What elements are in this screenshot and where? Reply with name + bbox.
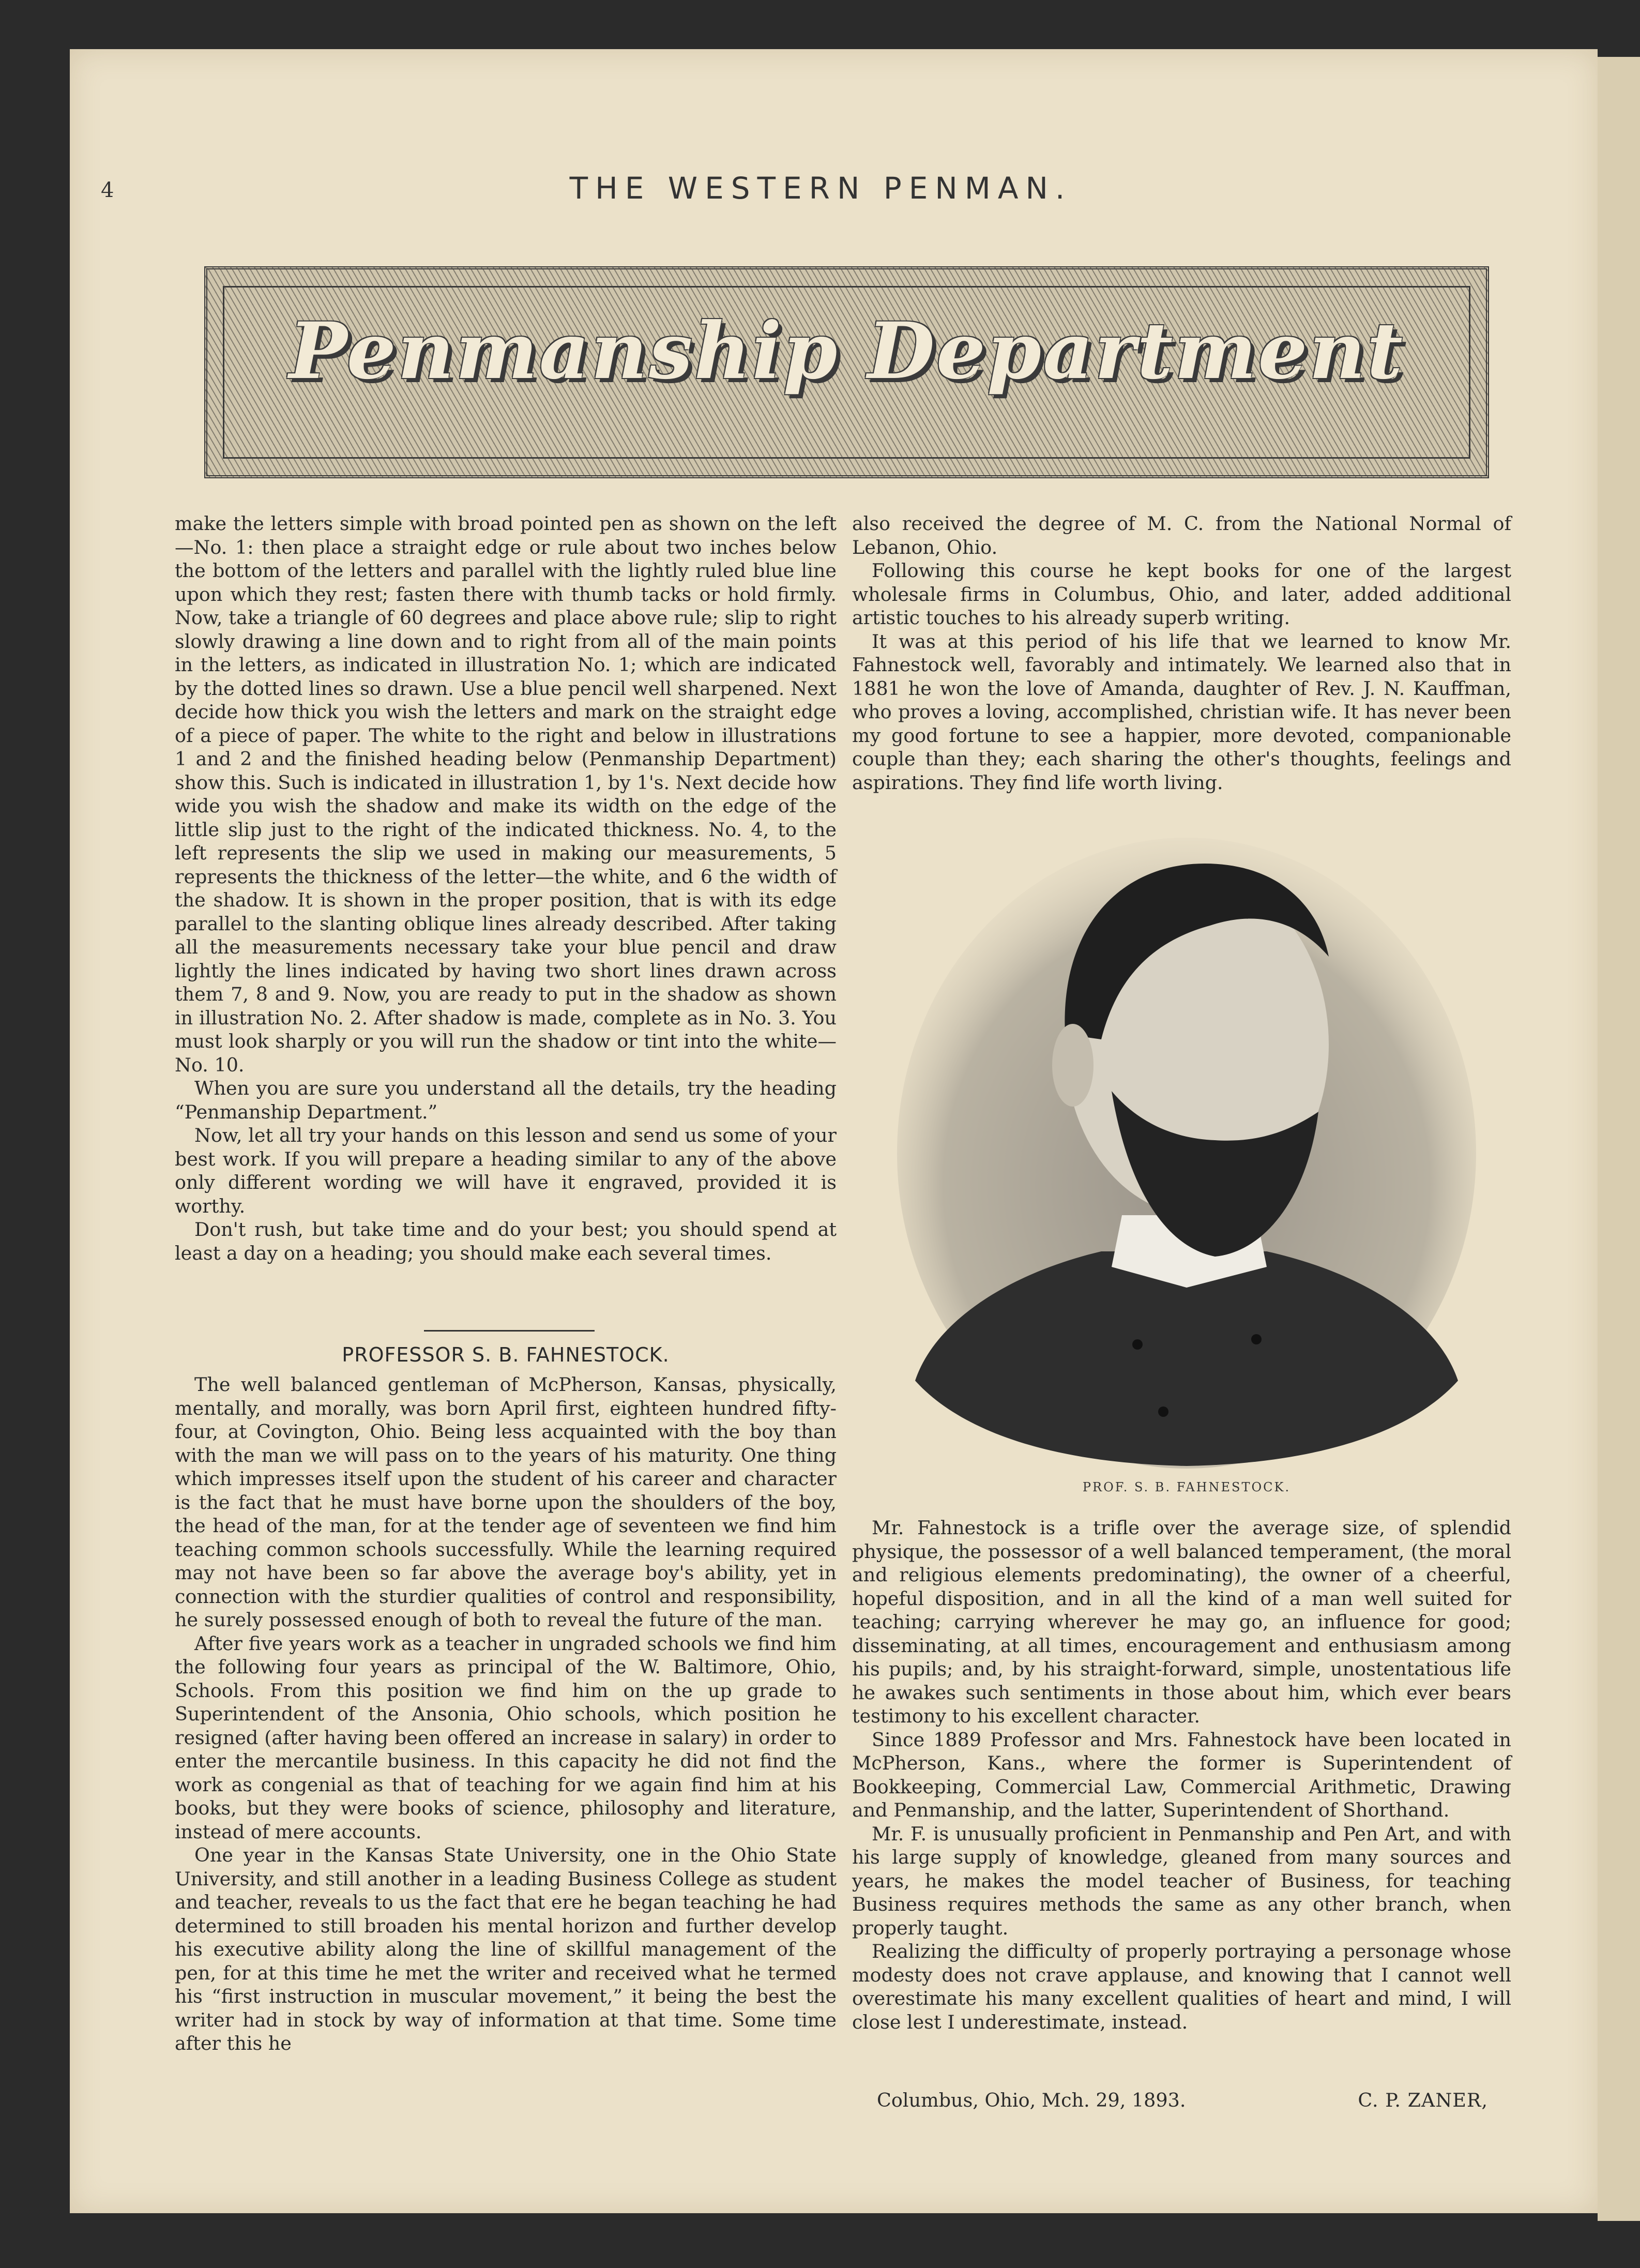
- lesson-paragraph: When you are sure you understand all the details, try the heading “Penmanship Department.”: [175, 1077, 837, 1123]
- adjacent-page-edge: [1598, 57, 1640, 2221]
- signoff-place-date: Columbus, Ohio, Mch. 29, 1893.: [877, 2089, 1186, 2111]
- signoff-author: C. P. ZANER,: [1358, 2089, 1488, 2111]
- article-right-column-bottom: [852, 1516, 1511, 2034]
- article-paragraph: After five years work as a teacher in ungraded schools we find him the following four years as principal of the W. Baltimore, Ohio, Schools. From this position we find him on the up grade to Superintendent of the Ansonia, Ohio schools, which position he resigned (after having been offered an increase in salary) in order to enter the mercantile business. In this capacity he did not find the work as congenial as that of teaching for we again find him at his books, but they were books of science, philosophy and literature, instead of mere accounts.: [175, 1632, 837, 1843]
- article-paragraph: It was at this period of his life that we learned to know Mr. Fahnestock well, favorably and intimately. We learned also that in 1881 he won the love of Amanda, daughter of Rev. J. N. Kauffman, who proves a loving, accomplished, christian wife. It has never been my good fortune to see a happier, more devoted, companionable couple than they; each sharing the other's thoughts, feelings and aspirations. They find life worth living.: [852, 630, 1511, 794]
- portrait-engraving: [894, 822, 1479, 1469]
- article-paragraph: The well balanced gentleman of McPherson, Kansas, physically, mentally, and morally, was born April first, eighteen hundred fifty-four, at Covington, Ohio. Being less acquainted with the boy than with the man we will pass on to the years of his maturity. One thing which impresses itself upon the student of his career and character is the fact that he must have borne upon the shoulders of the boy, the head of the man, for at the tender age of seventeen we find him teaching common schools successfully. While the learning required may not have been so far above the average boy's ability, yet in connection with the sturdier qualities of control and responsibility, he surely possessed enough of both to reveal the future of the man.: [175, 1373, 837, 1631]
- lesson-paragraph: Don't rush, but take time and do your best; you should spend at least a day on a heading; you should make each several times.: [175, 1218, 837, 1264]
- masthead: THE WESTERN PENMAN.: [569, 171, 1072, 206]
- article-left-column: [175, 1373, 837, 2055]
- ornamental-heading-banner: [204, 266, 1489, 478]
- lesson-paragraph: Now, let all try your hands on this lesson and send us some of your best work. If you will prepare a heading similar to any of the above only different wording we will have it engraved, provided it is worthy.: [175, 1124, 837, 1217]
- lesson-text-column: [175, 512, 837, 1265]
- page-number: 4: [101, 178, 114, 202]
- article-paragraph: Realizing the difficulty of properly portraying a personage whose modesty does not crave applause, and knowing that I cannot well overestimate his many excellent qualities of heart and mind, I will close lest I underestimate, instead.: [852, 1940, 1511, 2033]
- article-paragraph: also received the degree of M. C. from the National Normal of Lebanon, Ohio.: [852, 512, 1511, 558]
- article-paragraph: Mr. F. is unusually proficient in Penmanship and Pen Art, and with his large supply of knowledge, gleaned from many sources and years, he makes the model teacher of Business, for teaching Business requires methods the same as any other branch, when properly taught.: [852, 1822, 1511, 1939]
- article-paragraph: Since 1889 Professor and Mrs. Fahnestock have been located in McPherson, Kans., where the former is Superintendent of Bookkeeping, Commercial Law, Commercial Arithmetic, Drawing and Penmanship, and the latter, Superintendent of Shorthand.: [852, 1728, 1511, 1821]
- section-divider: [424, 1330, 595, 1332]
- article-paragraph: One year in the Kansas State University, one in the Ohio State University, and still another in a leading Business College as student and teacher, reveals to us the fact that ere he began teaching he had determined to still broaden his mental horizon and further develop his executive ability along the line of skillful management of the pen, for at this time he met the writer and received what he termed his “first instruction in muscular movement,” it being the best the writer had in stock by way of information at that time. Some time after this he: [175, 1844, 837, 2054]
- article-right-column-top: [852, 512, 1511, 794]
- lesson-paragraph: make the letters simple with broad pointed pen as shown on the left—No. 1: then place a straight edge or rule about two inches below the bottom of the letters and parallel with the lightly ruled blue line upon which they rest; fasten there with thumb tacks or hold firmly. Now, take a triangle of 60 degrees and place above rule; slip to right slowly drawing a line down and to right from all of the main points in the letters, as indicated in illustration No. 1; which are indicated by the dotted lines so drawn. Use a blue pencil well sharpened. Next decide how thick you wish the letters and mark on the straight edge of a piece of paper. The white to the right and below in illustrations 1 and 2 and the finished heading below (Penmanship Department) show this. Such is indicated in illustration 1, by 1's. Next decide how wide you wish the shadow and make its width on the edge of the little slip just to the right of the indicated thickness. No. 4, to the left represents the slip we used in making our measurements, 5 represents the thickness of the letter—the white, and 6 the width of the shadow. It is shown in the proper position, that is with its edge parallel to the slanting oblique lines already described. After taking all the measurements necessary take your blue pencil and draw lightly the lines indicated by having two short lines drawn across them 7, 8 and 9. Now, you are ready to put in the shadow as shown in illustration No. 2. After shadow is made, complete as in No. 3. You must look sharply or you will run the shadow or tint into the white—No. 10.: [175, 512, 837, 1076]
- banner-title: Penmanship Department: [288, 306, 1405, 397]
- portrait-caption: PROF. S. B. FAHNESTOCK.: [1082, 1480, 1291, 1494]
- article-heading: PROFESSOR S. B. FAHNESTOCK.: [342, 1343, 670, 1366]
- article-paragraph: Following this course he kept books for one of the largest wholesale firms in Columbus, Ohio, and later, added additional artistic touches to his already superb writing.: [852, 560, 1511, 629]
- article-paragraph: Mr. Fahnestock is a trifle over the average size, of splendid physique, the possessor of a well balanced temperament, (the moral and religious elements predominating), the owner of a cheerful, hopeful disposition, and in all the kind of a man well suited for teaching; carrying wherever he may go, an influence for good; disseminating, at all times, encouragement and enthusiasm among his pupils; and, by his straight-forward, simple, unostentatious life he awakes such sentiments in those about him, which ever bears testimony to his excellent character.: [852, 1517, 1511, 1727]
